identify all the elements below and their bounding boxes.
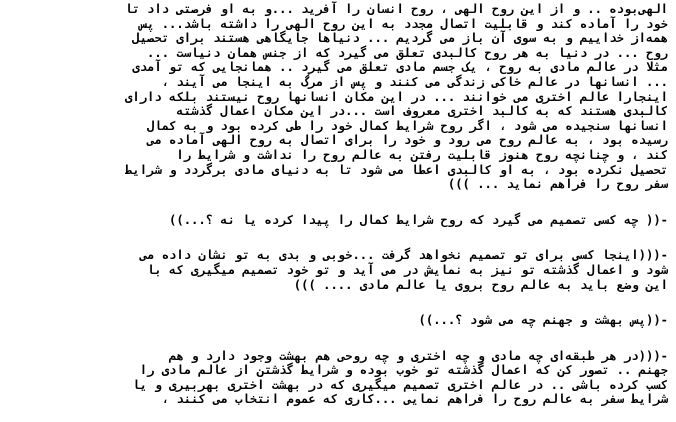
- text-line: همه‌از خداییم و به سوی آن باز می گردیم ... دنیاها جایگاهی هستند برای تحصیل: [132, 31, 668, 46]
- text-line: -(((اینجا کسی برای تو تصمیم نخواهد گرفت ...خوبی و بدی به تو نشان داده می: [139, 248, 668, 263]
- text-line: ... انسانها در عالم خاکی زندگی می کنند و پس از مرگ به اینجا می آیند ،: [161, 74, 668, 89]
- text-line: جهنم .. تصور کن که اعمال گذشته تو خوب بوده و شرایط گذشتن از عالم مادی را: [139, 363, 668, 378]
- text-line: -(( چه کسی تصمیم می گیرد که روح شرایط کمال را پیدا کرده یا نه ؟...)): [169, 212, 668, 227]
- text-line: رسیده بود ، به عالم روح می رود و خود را برای اتصال به روح الهی آماده می: [147, 133, 668, 148]
- text-line: کند ، و چنانچه روح هنوز قابلیت رفتن به عالم روح را نداشت و شرایط را: [176, 147, 668, 162]
- paragraph-gap: [8, 292, 668, 313]
- text-line: شود و اعمال گذشته تو نیز به نمایش در می آید و تو خود تصمیم میگیری که با: [147, 262, 668, 277]
- text-line: مثلا در عالم مادی به روح ، یک جسم مادی تعلق می گیرد .. همانجایی که تو آمدی: [132, 60, 668, 75]
- paragraph-gap: [8, 227, 668, 248]
- text-line: اینجارا عالم اختری می خوانند ... در این مکان انسانها روح نیستند بلکه دارای: [125, 89, 668, 104]
- paragraph-question-1: [8, 213, 668, 228]
- paragraph-gap: [8, 192, 668, 213]
- text-line: -((پس بهشت و جهنم چه می شود ؟...)): [418, 313, 668, 328]
- paragraph-answer-2: [8, 349, 668, 407]
- text-line: انسانها سنجیده می شود ، اگر روح شرایط کمال خود را طی کرده بود و به کمال: [147, 118, 668, 133]
- text-line: کسب کرده باشی .. در عالم اختری تصمیم میگیری که در بهشت اختری بهربیری و یا: [132, 377, 668, 392]
- text-line: تحصیل نکرده بود ، به او کالبدی اعطا می شود تا به دنیای مادی برگردد و شرایط: [125, 162, 668, 177]
- paragraph-answer-1: [8, 248, 668, 292]
- paragraph-question-2: [8, 313, 668, 328]
- text-line: الهی‌بوده .. و از این روح الهی ، روح انسان را آفرید ...و به او فرصتی داد تا: [125, 2, 668, 16]
- text-line: این وضع باید به عالم روح بروی یا عالم مادی .... ))): [293, 277, 668, 292]
- text-line: خود را آماده کند و قابلیت اتصال مجدد به این روح الهی را داشته باشد... پس: [139, 16, 668, 31]
- text-line: شرایط سفر به عالم روح را فراهم نمایی ...کاری که عموم انتخاب می کنند ،: [161, 392, 668, 407]
- text-line: کالبدی هستند که به کالبد اختری معروف است ...در این مکان اعمال گذشته: [176, 104, 668, 119]
- paragraph-intro: [8, 2, 668, 192]
- text-line: روح ... در دنیا به هر روح کالبدی تعلق می گیرد که از جنس همان دنیاست ...: [147, 45, 668, 60]
- text-line: -(((در هر طبقه‌ای چه مادی و چه اختری و چه روحی هم بهشت وجود دارد و هم: [169, 348, 668, 363]
- paragraph-gap: [8, 328, 668, 349]
- text-line: سفر روح را فراهم نماید ... ))): [447, 177, 668, 192]
